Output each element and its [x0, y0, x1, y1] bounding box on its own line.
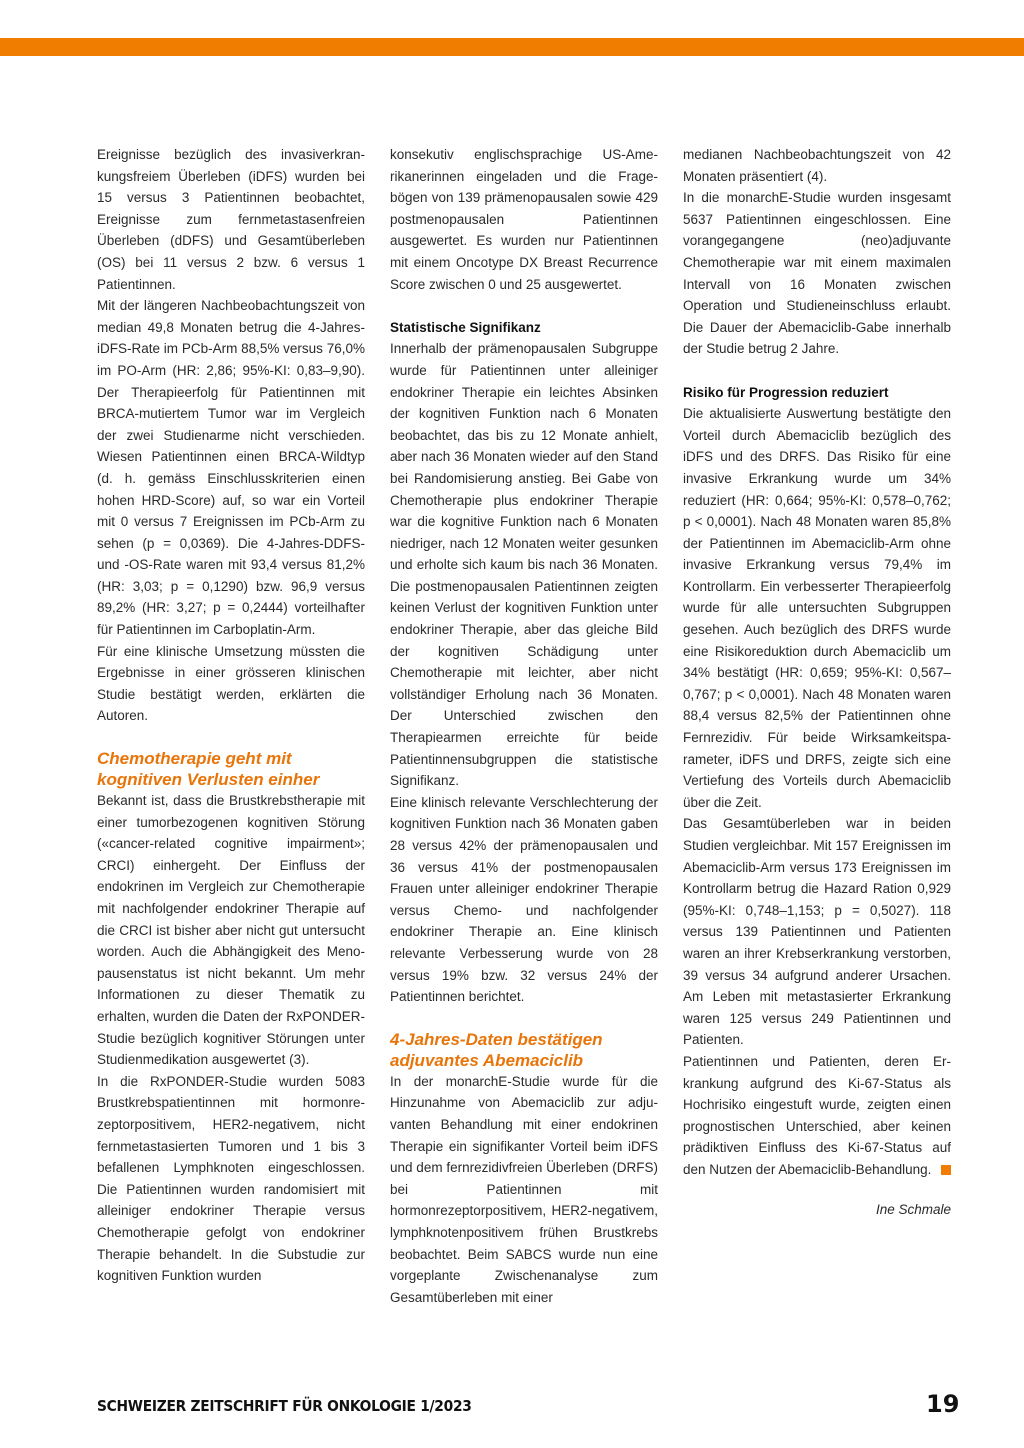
paragraph: In die RxPONDER-Studie wurden 5083 Brustkrebspatientinnen mit hormonrezeptorpositivem, HER2-negativem, nicht fernmetastasierten Tumoren und 1 bis 3 befallenen Lymphknoten eingeschlossen. Die Patientinnen wurden randomisiert mit alleiniger endokriner Therapie versus Chemotherapie gefolgt von endokriner Therapie behandelt. In die Substudie zur kognitiven Funktion wurden — [97, 1073, 365, 1284]
paragraph: In die monarchE-Studie wurden insgesamt 5637 Patientinnen eingeschlossen. Eine vorangegangene (neo)adjuvante Chemotherapie war mit einem maximalen Intervall von 16 Monaten zwischen Operation und Studieneinschluss erlaubt. Die Dauer der Abemaciclib-Gabe innerhalb der Studie betrug 2 Jahre. — [683, 190, 951, 357]
sub-heading: Statistische Signifikanz — [390, 319, 541, 335]
paragraph: konsekutiv englischsprachige US-Amerikanerinnen eingeladen und die Fragebögen von 139 prämenopausalen sowie 429 postmenopausalen Patientinnen ausgewertet. Es wurden nur Patientinnen mit einem Oncotype DX Breast Recurrence Score zwischen 0 und 25 ausgewertet. — [390, 147, 658, 292]
end-mark-square-icon — [941, 1165, 951, 1175]
paragraph: Bekannt ist, dass die Brustkrebstherapie mit einer tumorbezogenen kognitiven Störung («cancer-related cognitive impairment»; CRCI) einhergeht. Der Einfluss der endokrinen im Vergleich zur Chemotherapie mit nachfolgender endokriner Therapie auf die CRCI ist bisher aber nicht gut untersucht worden. Auch die Abhängigkeit des Menopausenstatus ist nicht bekannt. Um mehr Informationen zu dieser Thematik zu erhalten, wurden die Daten der RxPONDER-Studie bezüglich kognitiver Störungen unter Studienmedikation ausgewertet (3). — [97, 793, 365, 1068]
sub-heading: Risiko für Progression reduziert — [683, 384, 889, 400]
author-name: Ine Schmale — [875, 1201, 951, 1217]
page-number: 19 — [926, 1390, 960, 1418]
paragraph: medianen Nachbeobachtungszeit von 42 Monaten präsentiert (4). — [683, 147, 951, 184]
paragraph-text: Patientinnen und Patienten, deren Erkrankung aufgrund des Ki-67-Status als Hochrisiko eingestuft wurde, zeigten einen prognostischen Unterschied, aber keinen prädiktiven Einfluss des Ki-67-Status auf den Nutzen der Abemaciclib-Behandlung. — [683, 1053, 951, 1177]
section-heading: 4-Jahres-Daten bestätigen adjuvantes Abemaciclib — [390, 1029, 603, 1070]
top-accent-bar — [0, 38, 1024, 56]
column-2 — [390, 144, 658, 1308]
paragraph: Ereignisse bezüglich des invasiverkrankungsfreiem Überleben (iDFS) wurden bei 15 versus 3 Patientinnen beobachtet, Ereignisse zum fernmetastasenfreien Überleben (dDFS) und Gesamtüberleben (OS) bei 11 versus 2 bzw. 6 versus 1 Patientinnen. — [97, 147, 365, 292]
section-heading: Chemotherapie geht mit kognitiven Verlusten einher — [97, 749, 320, 790]
paragraph-last — [683, 1051, 951, 1181]
column-3 — [683, 144, 951, 1220]
paragraph: In der monarchE-Studie wurde für die Hinzunahme von Abemaciclib zur adjuvanten Behandlung mit einer endokrinen Therapie ein signifikanter Vorteil beim iDFS und dem fernrezidivfreien Überleben (DRFS) bei Patientinnen mit hormonrezeptorpositivem, HER2-negativem, lymphknotenpositivem frühen Brustkrebs beobachtet. Beim SABCS wurde nun eine vorgeplante Zwischenanalyse zum Gesamtüberleben mit einer — [390, 1073, 658, 1305]
paragraph: Innerhalb der prämenopausalen Subgruppe wurde für Patientinnen unter alleiniger endokriner Therapie ein leichtes Absinken der kognitiven Funktion nach 6 Monaten beobachtet, das bis zu 12 Monate anhielt, aber nach 36 Monaten wieder auf den Stand bei Randomisierung anstieg. Bei Gabe von Chemotherapie plus endokriner Therapie war die kognitive Funktion nach 6 Monaten niedriger, nach 12 Monaten weiter gesunken und erholte sich kaum bis nach 36 Monaten. Die postmenopausalen Patientinnen zeigten keinen Verlust der kognitiven Funktion unter endokriner Therapie, aber das gleiche Bild der kognitiven Schädigung unter Chemotherapie mit leichter, aber nicht vollständiger Erholung nach 36 Monaten. Der Unterschied zwischen den Therapiearmen erreichte für beide Patientinnensubgruppen die statistische Signifikanz. — [390, 341, 658, 789]
column-1 — [97, 144, 365, 1287]
paragraph: Für eine klinische Umsetzung müssten die Ergebnisse in einer grösseren klinischen Studie bestätigt werden, erklärten die Autoren. — [97, 643, 365, 724]
paragraph: Die aktualisierte Auswertung bestätigte den Vorteil durch Abemaciclib bezüglich des iDFS und des DRFS. Das Risiko für eine invasive Erkrankung wurde um 34% reduziert (HR: 0,664; 95%-KI: 0,578–0,762; p < 0,0001). Nach 48 Monaten waren 85,8% der Patientinnen im Abemaciclib-Arm ohne invasive Erkrankung versus 79,4% im Kontrollarm. Ein verbesserter Therapieerfolg wurde für alle untersuchten Subgruppen gesehen. Auch bezüglich des DRFS wurde eine Risikoreduktion durch Abemaciclib um 34% bestätigt (HR: 0,659; 95%-KI: 0,567–0,767; p < 0,0001). Nach 48 Monaten waren 88,4 versus 82,5% der Patientinnen ohne Fernrezidiv. Für beide Wirksamkeitsparameter, iDFS und DRFS, zeigte sich eine Vertiefung des Vorteils durch Abemaciclib über die Zeit. — [683, 406, 951, 810]
paragraph: Das Gesamtüberleben war in beiden Studien vergleichbar. Mit 157 Ereignissen im Abemaciclib-Arm versus 173 Ereignissen im Kontrollarm betrug die Hazard Ration 0,929 (95%-KI: 0,748–1,153; p = 0,5027). 118 versus 139 Patientinnen und Patienten waren an ihrer Krebserkrankung verstorben, 39 versus 34 aufgrund anderer Ursachen. Am Leben mit metastasierter Erkrankung waren 125 versus 249 Patientinnen und Patienten. — [683, 816, 951, 1048]
footer-journal-title: SCHWEIZER ZEITSCHRIFT FÜR ONKOLOGIE 1/2023 — [97, 1397, 472, 1415]
paragraph: Eine klinisch relevante Verschlechterung der kognitiven Funktion nach 36 Monaten gaben 28 versus 42% der prämenopausalen und 36 versus 41% der postmenopausalen Frauen unter alleiniger endokriner Therapie versus Chemo- und nachfolgender endokriner Therapie an. Eine klinisch relevante Verbesserung wurde von 28 versus 19% bzw. 32 versus 24% der Patientinnen berichtet. — [390, 794, 658, 1005]
paragraph: Mit der längeren Nachbeobachtungszeit von median 49,8 Monaten betrug die 4-Jahres-iDFS-Rate im PCb-Arm 88,5% versus 76,0% im PO-Arm (HR: 2,86; 95%-KI: 0,83–9,90). Der Therapieerfolg für Patientinnen mit BRCA-mutiertem Tumor war im Vergleich der zwei Studienarme nicht verschieden. Wiesen Patientinnen einen BRCA-Wildtyp (d. h. gemäss Einschlusskriterien einen hohen HRD-Score) auf, so war ein Vorteil mit 0 versus 7 Ereignissen im PCb-Arm zu sehen (p = 0,0369). Die 4-Jahres-DDFS- und -OS-Rate waren mit 93,4 versus 81,2% (HR: 3,03; p = 0,1290) bzw. 96,9 versus 89,2% (HR: 3,27; p = 0,2444) vorteilhafter für Patientinnen im Carboplatin-Arm. — [97, 298, 365, 638]
